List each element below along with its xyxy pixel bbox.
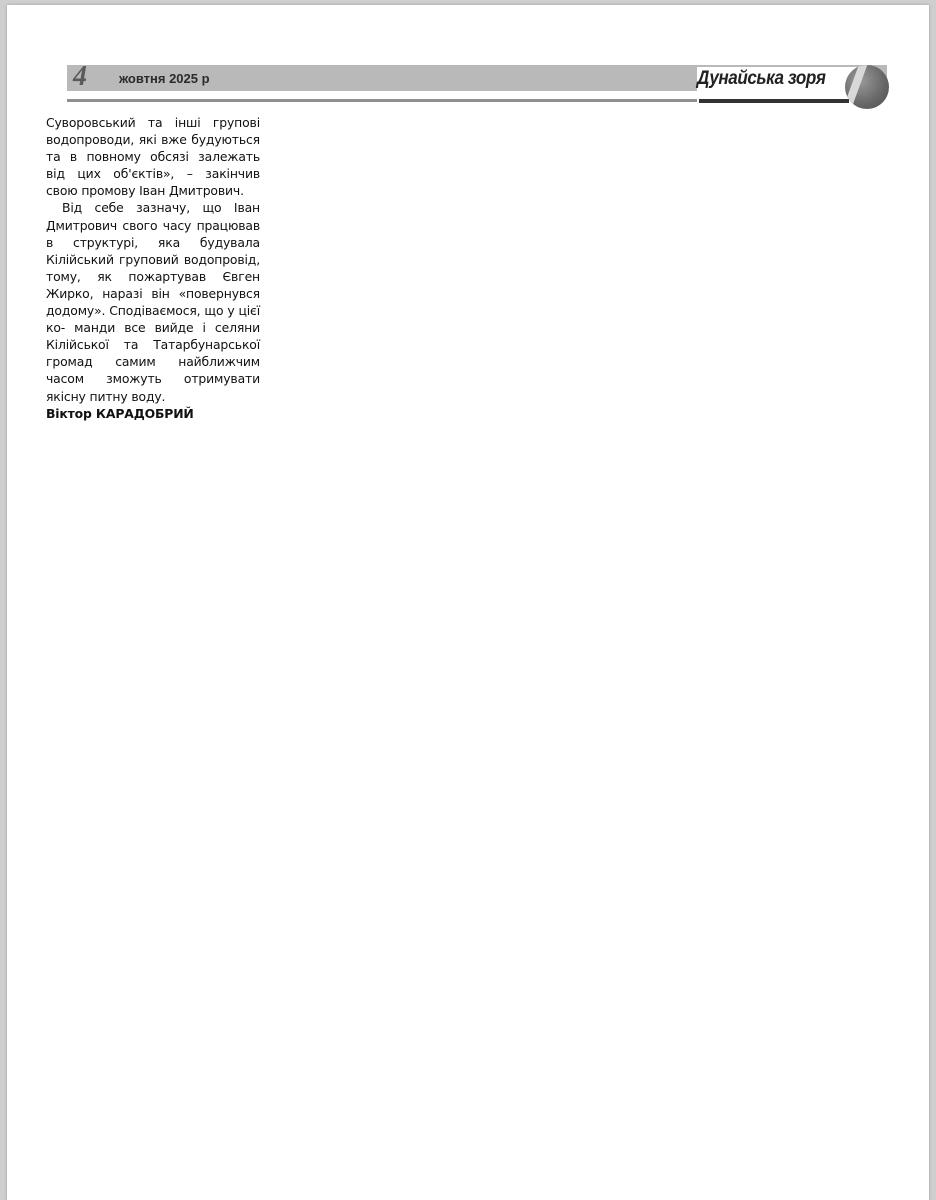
title-rule (699, 99, 849, 103)
newspaper-page (7, 5, 929, 1200)
article-author: Віктор КАРАДОБРИЙ (46, 405, 194, 421)
logo-emblem-icon (845, 65, 889, 109)
page-header (67, 61, 887, 115)
article-paragraph-2: Від себе зазначу, що Іван Дмитрович свого часу працював в структурі, яка будувала Кілійський груповий водопровід, тому, як пожартував Євген Жирко, наразі він «повернувся додому». Сподіваємося, що у цієї ко- манди все вийде і селяни Кілійської та Татарбунарської громад самим найближчим часом зможуть отримувати якісну питну воду. (46, 200, 260, 404)
article-column (46, 114, 260, 422)
newspaper-title: Дунайська зоря (697, 68, 826, 89)
page-number: 4 (73, 61, 87, 92)
issue-date: жовтня 2025 р (119, 71, 210, 86)
article-paragraph-1: Суворовський та інші групові водопроводи, які вже будуються та в повному обсязі залежать від цих об'єктів», – закінчив свою промову Іван Дмитрович. (46, 115, 260, 199)
